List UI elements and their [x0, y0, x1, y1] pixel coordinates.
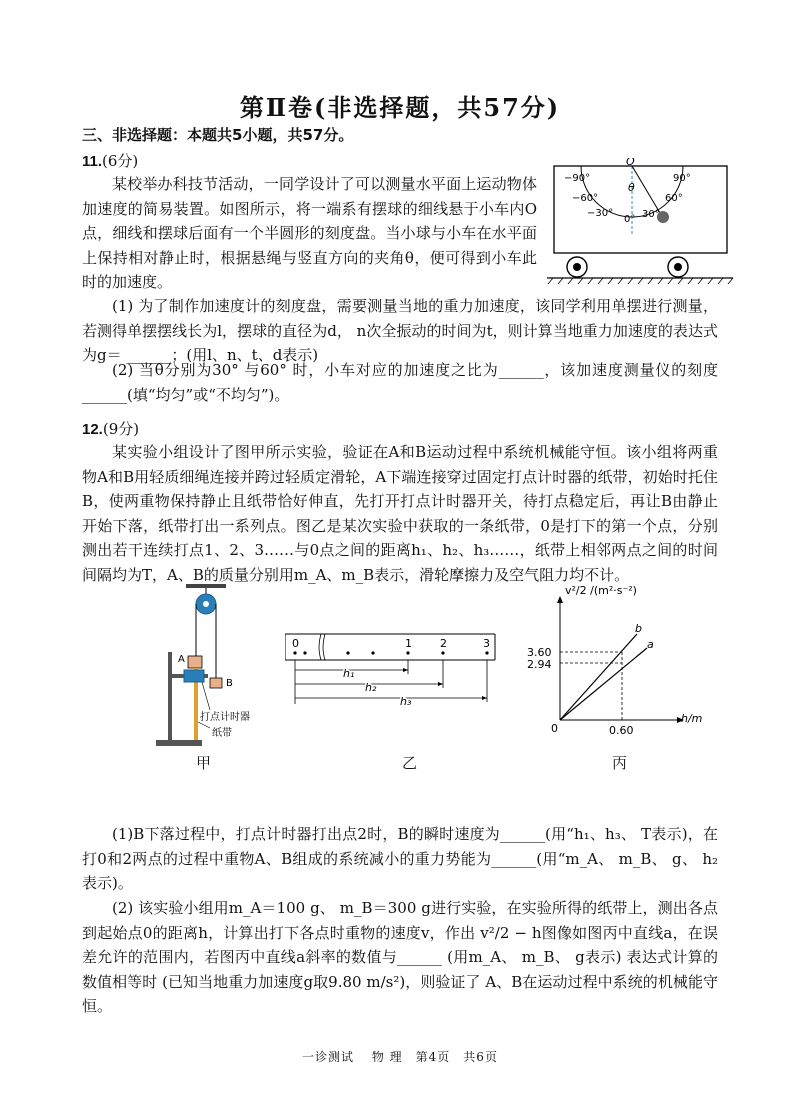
page-footer: 一诊测试 物 理 第4页 共6页 [302, 1050, 498, 1064]
q12-part1: (1)B下落过程中，打点计时器打出点2时，B的瞬时速度为______(用“h₁、h₃、 T表示)，在打0和2两点的过程中重物A、B组成的系统减小的重力势能为______(用“m_A、 m_B、 g、 h₂表示)。 [82, 825, 718, 892]
caption-yi: 乙 [402, 754, 418, 772]
y-tick-294: 2.94 [527, 658, 552, 671]
q12-header [82, 418, 139, 439]
timer-box [184, 670, 204, 682]
y-axis-label: v²/2 /(m²·s⁻²) [565, 584, 637, 597]
label-h2: h₂ [365, 681, 377, 694]
q11-part1: (1) 为了制作加速度计的刻度盘，需要测量当地的重力加速度，该同学利用单摆进行测量，若测得单摆摆线长为l，摆球的直径为d， n次全振动的时间为t，则计算当地重力加速度的表达式为g＝ ______；(用l、n、t、d表示) [82, 297, 718, 364]
label-theta: θ [628, 181, 635, 194]
q11-intro: 某校举办科技节活动，一同学设计了可以测量水平面上运动物体加速度的简易装置。如图所示，将一端系有摆球的细线悬于小车内O点，细线和摆球后面有一个半圆形的刻度盘。当小球与小车在水平面上保持相对静止时，根据悬绳与竖直方向的夹角θ，便可得到小车此时的加速度。 [82, 175, 537, 291]
x-axis-label: h/m [681, 712, 703, 725]
tick-0: 0° [624, 214, 636, 225]
line-b [560, 634, 637, 720]
pendulum-string [632, 166, 660, 213]
y-tick-360: 3.60 [527, 646, 552, 659]
x-tick-060: 0.60 [609, 724, 634, 737]
q11-header [82, 150, 138, 171]
q11-score: (6分) [102, 152, 139, 170]
label-b: b [635, 622, 642, 635]
tick-30: 30° [642, 209, 660, 220]
point-3: 3 [483, 637, 490, 650]
q12-score: (9分) [102, 420, 140, 438]
caption-jia: 甲 [196, 754, 212, 772]
fig-jia [150, 582, 280, 752]
point-2: 2 [440, 637, 447, 650]
weight-A [188, 656, 202, 668]
caption-bing: 丙 [612, 754, 628, 772]
tick-neg30: −30° [587, 208, 614, 219]
tick-neg60: −60° [572, 193, 599, 204]
ground-hatch [548, 278, 733, 284]
stand-base [156, 740, 202, 746]
page-title: 第Ⅱ卷(非选择题，共57分) [239, 93, 561, 122]
label-A: A [178, 654, 185, 665]
q12-part2: (2) 该实验小组用m_A＝100 g、 m_B＝300 g进行实验，在实验所得的纸带上，测出各点到起始点0的距离h，计算出打下各点时重物的速度v，作出 v²/2 − h图像如图丙中直线a，在误差允许的范围内，若图丙中直线a斜率的数值与______ (用m_A、 m_B、 g表示) 表达式计算的数值相等时 (已知当地重力加速度g取9.80 m/s²)，则验证了 A、B在运动过程中系统的机械能守恒。 [82, 899, 718, 1015]
stand-pole [168, 652, 172, 742]
tick-60: 60° [665, 193, 683, 204]
origin-label: 0 [551, 722, 558, 735]
label-B: B [226, 678, 233, 689]
ceiling [186, 584, 226, 588]
weight-B [210, 678, 222, 688]
q11-figure [545, 158, 735, 284]
label-tape: 纸带 [212, 728, 232, 739]
label-h3: h₃ [400, 695, 412, 708]
tick-90: 90° [673, 173, 691, 184]
point-1: 1 [405, 637, 412, 650]
section-heading: 三、非选择题：本题共5小题，共57分。 [82, 126, 354, 144]
label-O: O [626, 158, 635, 168]
tape-break [319, 634, 325, 660]
point-0: 0 [292, 637, 299, 650]
label-h1: h₁ [343, 667, 355, 680]
q11-part2: (2) 当θ分别为30° 与60° 时，小车对应的加速度之比为______，该加速度测量仪的刻度______(填“均匀”或“不均匀”)。 [82, 361, 718, 404]
fig-bing [525, 582, 725, 742]
tick-neg90: −90° [564, 173, 591, 184]
fig-yi [285, 628, 500, 708]
q12-number: 12. [82, 421, 103, 438]
line-a [560, 648, 647, 720]
q12-intro: 某实验小组设计了图甲所示实验，验证在A和B运动过程中系统机械能守恒。该小组将两重物A和B用轻质细绳连接并跨过轻质定滑轮，A下端连接穿过固定打点计时器的纸带，初始时托住B，使两重物保持静止且纸带恰好伸直，先打开打点计时器开关，待打点稳定后，再让B由静止开始下落，纸带打出一系列点。图乙是某次实验中获取的一条纸带，0是打下的第一个点，分别测出若干连续打点1、2、3……与0点之间的距离h₁、h₂、h₃……，纸带上相邻两点之间的时间间隔均为T，A、B的质量分别用m_A、m_B表示，滑轮摩擦力及空气阻力均不计。 [82, 443, 718, 584]
q11-number: 11. [82, 153, 103, 170]
label-a: a [647, 638, 654, 651]
label-timer: 打点计时器 [200, 712, 250, 723]
